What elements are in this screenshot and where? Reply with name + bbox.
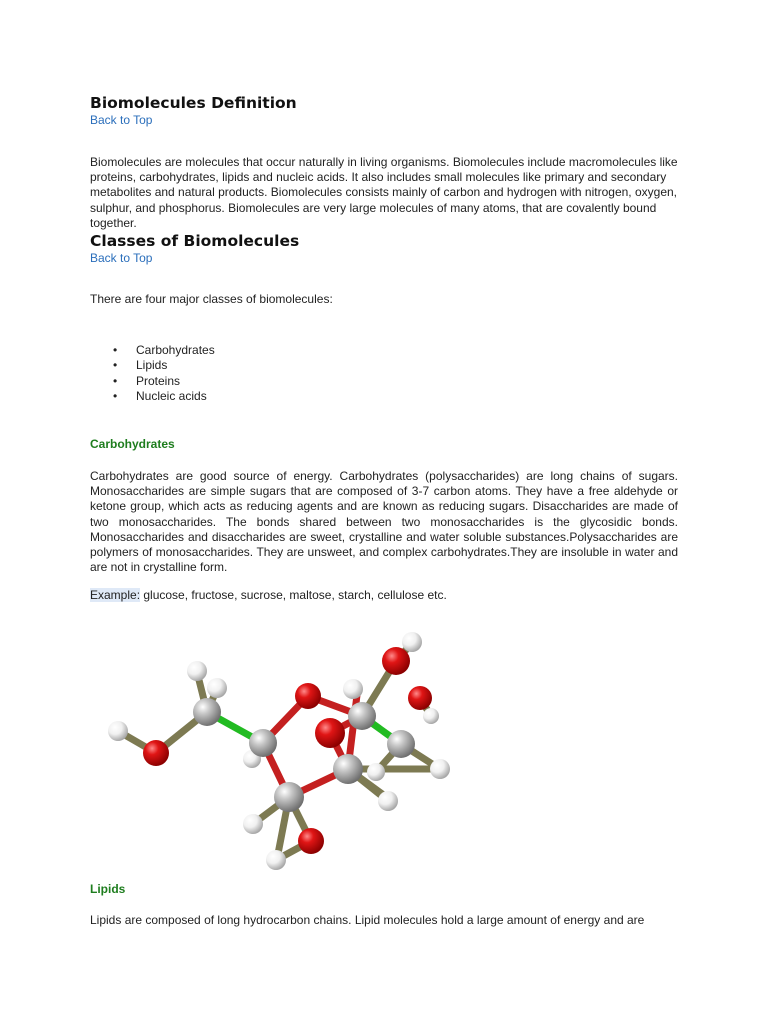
hydrogen-atom <box>423 708 439 724</box>
classes-intro: There are four major classes of biomolecules: <box>90 292 333 306</box>
hydrogen-atom <box>108 721 128 741</box>
carbon-atom <box>387 730 415 758</box>
list-item: • Nucleic acids <box>90 389 215 404</box>
lipids-paragraph: Lipids are composed of long hydrocarbon chains. Lipid molecules hold a large amount of energy and are <box>90 913 645 927</box>
hydrogen-atom <box>367 763 385 781</box>
carbon-atom <box>274 782 304 812</box>
hydrogen-atom <box>378 791 398 811</box>
example-line <box>90 588 678 603</box>
carbon-atom <box>249 729 277 757</box>
biomolecules-definition-title: Biomolecules Definition <box>90 94 297 112</box>
carbon-atom <box>193 698 221 726</box>
carbon-atom <box>348 702 376 730</box>
oxygen-atom <box>295 683 321 709</box>
list-item: • Carbohydrates <box>90 343 215 358</box>
list-item: • Lipids <box>90 358 215 373</box>
oxygen-atom <box>143 740 169 766</box>
example-label: Example: <box>90 588 141 602</box>
oxygen-atom <box>382 647 410 675</box>
hydrogen-atom <box>402 632 422 652</box>
carbohydrates-paragraph: Carbohydrates are good source of energy. Carbohydrates (polysaccharides) are long chains of sugars. Monosaccharides are simple sugars that are composed of 3-7 carbon atoms. They have a free aldehyde or ketone group, which acts as reducing agents and are known as reducing sugars. Disaccharides are made of two monosaccharides. The bonds shared between two monosaccharides is the glycosidic bonds. Monosaccharides and disaccharides are sweet, crystalline and water soluble substances.Polysaccharides are polymers of monosaccharides. They are unsweet, and complex carbohydrates.They are insoluble in water and are not in crystalline form. <box>90 469 678 575</box>
hydrogen-atom <box>207 678 227 698</box>
oxygen-atom <box>298 828 324 854</box>
hydrogen-atom <box>430 759 450 779</box>
glucose-molecule-image <box>90 625 470 880</box>
classes-of-biomolecules-title: Classes of Biomolecules <box>90 232 300 250</box>
list-item: • Proteins <box>90 374 215 389</box>
hydrogen-atom <box>243 814 263 834</box>
back-to-top-link-2[interactable]: Back to Top <box>90 251 153 265</box>
hydrogen-atom <box>343 679 363 699</box>
oxygen-atom <box>408 686 432 710</box>
classes-list <box>90 343 215 405</box>
carbon-atom <box>333 754 363 784</box>
example-text: glucose, fructose, sucrose, maltose, starch, cellulose etc. <box>140 588 447 602</box>
lipids-heading: Lipids <box>90 882 126 896</box>
carbohydrates-heading: Carbohydrates <box>90 437 175 451</box>
back-to-top-link-1[interactable]: Back to Top <box>90 113 153 127</box>
hydrogen-atom <box>187 661 207 681</box>
oxygen-atom <box>315 718 345 748</box>
hydrogen-atom <box>266 850 286 870</box>
definition-paragraph: Biomolecules are molecules that occur naturally in living organisms. Biomolecules include macromolecules like proteins, carbohydrates, lipids and nucleic acids. It also includes small molecules like primary and secondary metabolites and natural products. Biomolecules consists mainly of carbon and hydrogen with nitrogen, oxygen, sulphur, and phosphorus. Biomolecules are very large molecules of many atoms, that are covalently bound together. <box>90 155 678 230</box>
